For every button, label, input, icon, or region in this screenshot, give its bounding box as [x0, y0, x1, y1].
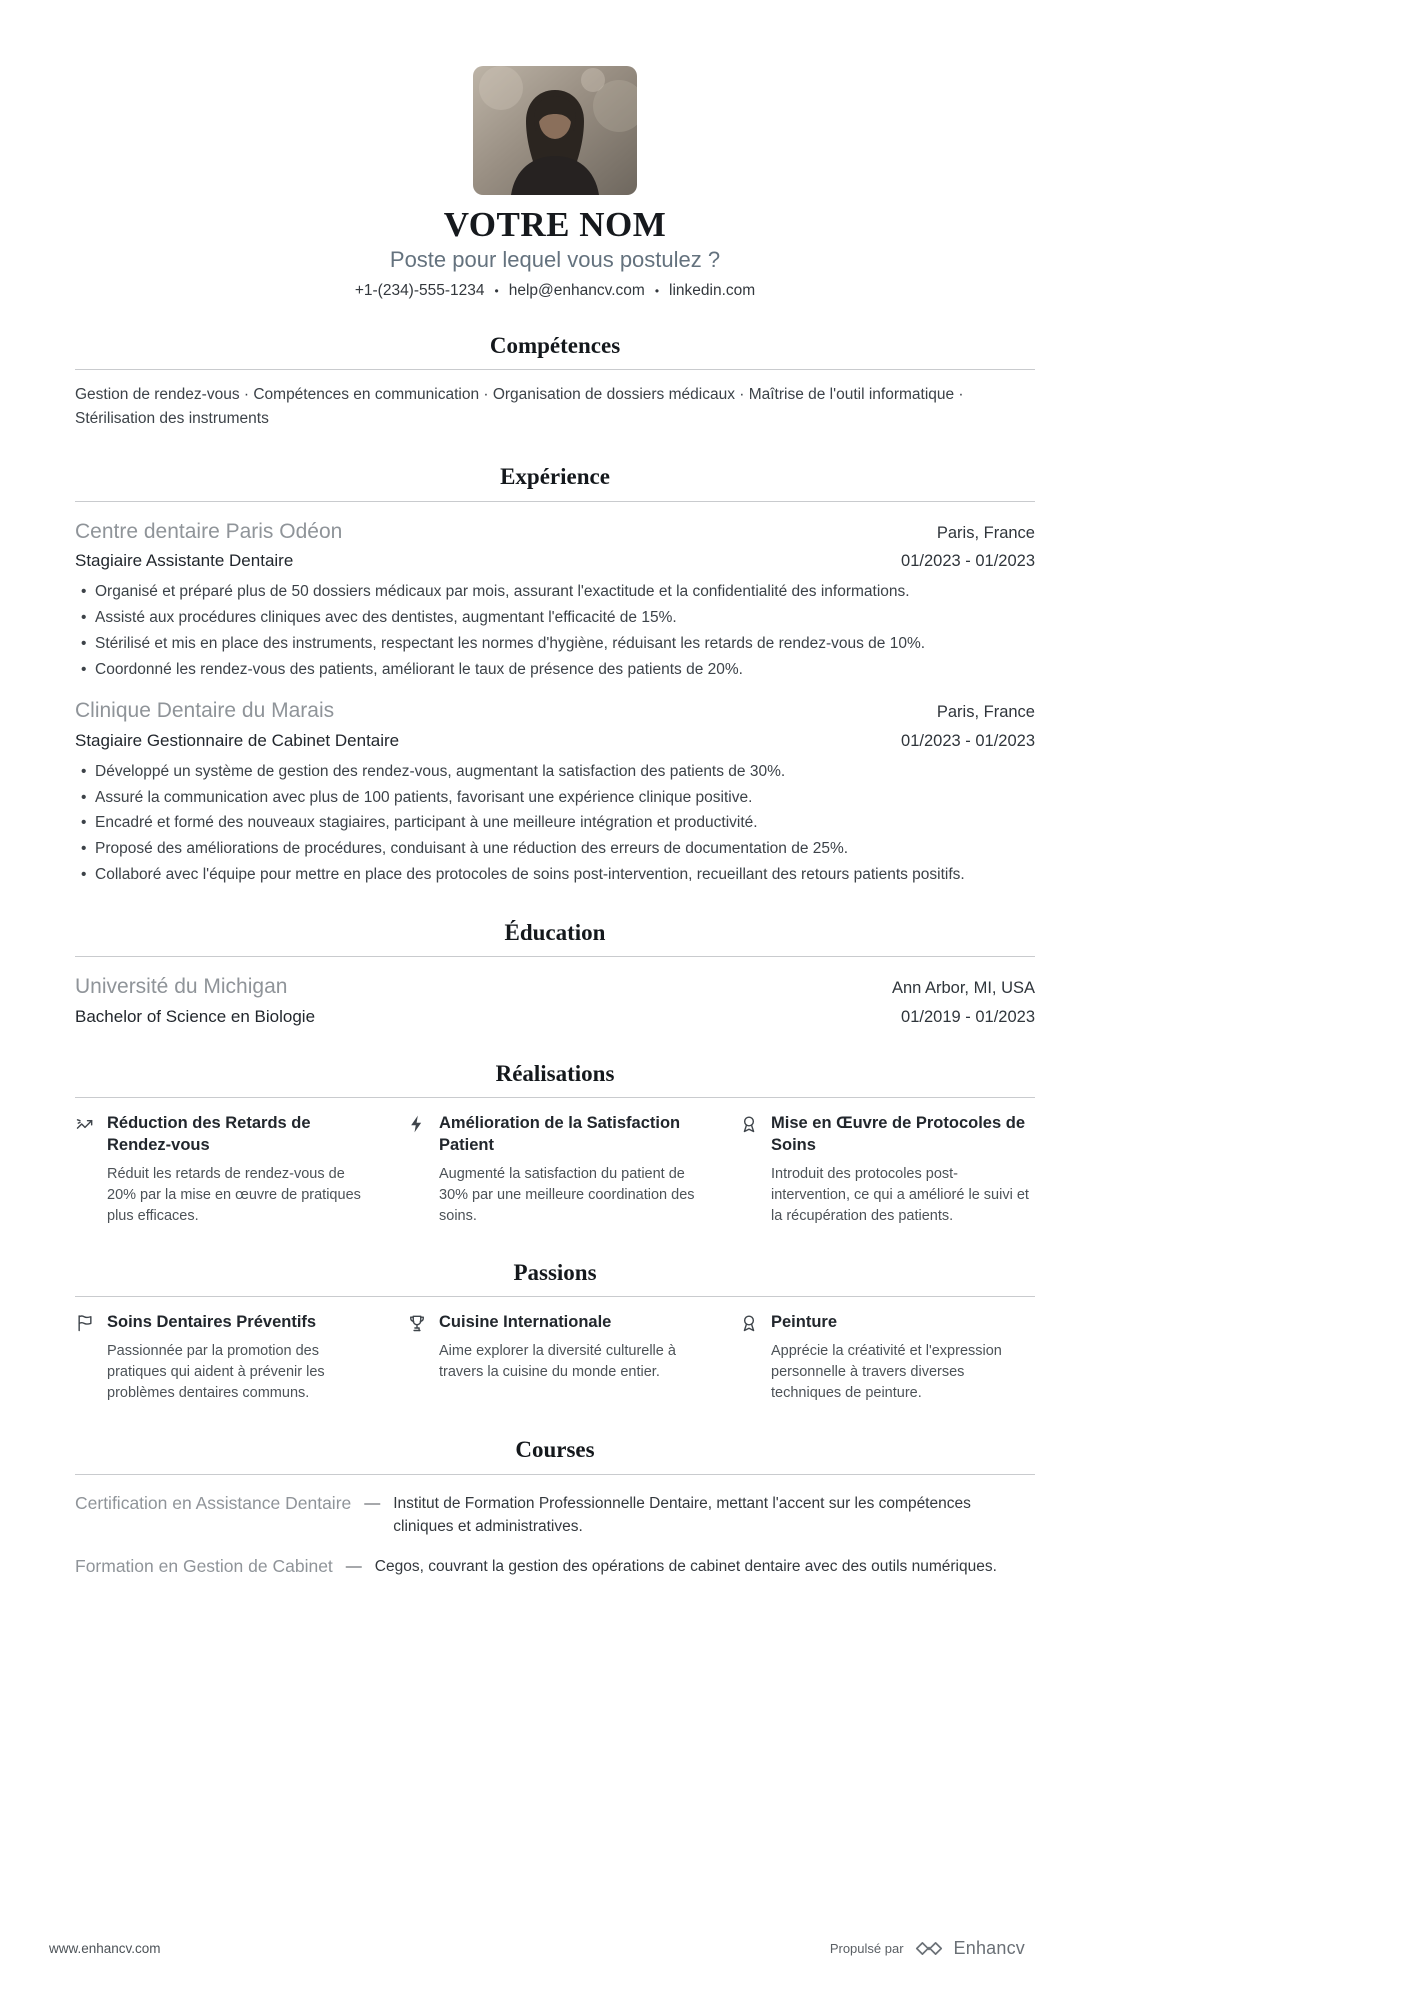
achievement-item	[407, 1113, 703, 1227]
course-separator: —	[345, 1558, 362, 1576]
passion-item	[739, 1312, 1035, 1404]
experience-entry	[75, 698, 1035, 886]
education-entry	[75, 974, 1035, 1027]
powered-by	[830, 1938, 1025, 1959]
passion-item	[75, 1312, 371, 1404]
section-divider	[75, 1296, 1035, 1297]
achievements-grid	[75, 1113, 1035, 1227]
section-competences	[75, 332, 1035, 432]
skills-text: Gestion de rendez-vous · Compétences en communication · Organisation de dossiers médicaux · Maîtrise de l'outil informatique · Stérilisation des instruments	[75, 386, 964, 428]
contact-separator: •	[654, 283, 660, 298]
course-description: Institut de Formation Professionnelle Dentaire, mettant l'accent sur les compétences cliniques et administratives.	[393, 1494, 971, 1536]
section-courses	[75, 1436, 1035, 1579]
flag-icon	[75, 1313, 95, 1333]
portrait-silhouette	[473, 66, 637, 195]
job-title-subtitle: Poste pour lequel vous postulez ?	[389, 246, 721, 272]
company-location: Paris, France	[936, 523, 1035, 542]
passion-title: Cuisine Internationale	[439, 1313, 612, 1332]
course-title: Certification en Assistance Dentaire	[75, 1492, 352, 1513]
experience-bullets	[75, 761, 1035, 887]
bullet-item: • Assisté aux procédures cliniques avec des dentistes, augmentant l'efficacité de 15%.	[95, 607, 1035, 630]
linkedin-link[interactable]: linkedin.com	[669, 281, 756, 299]
date-range: 01/2023 - 01/2023	[901, 552, 1035, 571]
footer-site-link[interactable]: www.enhancv.com	[49, 1941, 161, 1956]
bullet-item: • Organisé et préparé plus de 50 dossiers médicaux par mois, assurant l'exactitude et la confidentialité des informations.	[95, 581, 1035, 604]
course-item	[75, 1492, 1035, 1539]
achievement-description: Augmenté la satisfaction du patient de 30% par une meilleure coordination des soins.	[439, 1165, 695, 1224]
name-heading: VOTRE NOM	[443, 205, 667, 244]
passion-title: Peinture	[771, 1313, 838, 1332]
contact-separator: •	[494, 283, 499, 298]
achievement-item	[739, 1113, 1035, 1227]
date-range: 01/2019 - 01/2023	[901, 1007, 1035, 1026]
resume-page	[75, 0, 1035, 1579]
contact-line	[75, 282, 1035, 300]
section-passions	[75, 1259, 1035, 1404]
bullet-item: • Stérilisé et mis en place des instruments, respectant les normes d'hygiène, réduisant les retards de rendez-vous de 10%.	[95, 633, 1035, 656]
enhancv-logo-icon	[913, 1940, 945, 1957]
section-divider	[75, 369, 1035, 370]
achievement-title: Amélioration de la Satisfaction Patient	[439, 1114, 681, 1154]
date-range: 01/2023 - 01/2023	[901, 731, 1035, 750]
passion-description: Passionnée par la promotion des pratiques qui aident à prévenir les problèmes dentaires communs.	[107, 1343, 325, 1402]
section-divider	[75, 1474, 1035, 1475]
company-name: Centre dentaire Paris Odéon	[75, 519, 343, 543]
profile-photo	[473, 66, 637, 195]
page-footer	[49, 1938, 1025, 1959]
section-divider	[75, 956, 1035, 957]
job-title: Stagiaire Assistante Dentaire	[75, 551, 294, 571]
achievement-item	[75, 1113, 371, 1227]
lightning-icon	[407, 1114, 427, 1134]
bullet-item: • Encadré et formé des nouveaux stagiaires, participant à une meilleure intégration et productivité.	[95, 812, 1035, 835]
achievement-title: Réduction des Retards de Rendez-vous	[107, 1114, 311, 1154]
passion-title: Soins Dentaires Préventifs	[107, 1313, 317, 1332]
powered-by-label: Propulsé par	[829, 1941, 904, 1956]
medal-icon	[739, 1313, 759, 1333]
email-link[interactable]: help@enhancv.com	[508, 281, 645, 299]
bullet-item: • Proposé des améliorations de procédures, conduisant à une réduction des erreurs de documentation de 25%.	[95, 838, 1035, 861]
achievement-title: Mise en Œuvre de Protocoles de Soins	[771, 1114, 1025, 1154]
courses-heading: Courses	[515, 1437, 595, 1463]
course-item	[75, 1555, 1035, 1579]
company-name: Clinique Dentaire du Marais	[75, 699, 335, 723]
course-description: Cegos, couvrant la gestion des opérations de cabinet dentaire avec des outils numériques.	[374, 1558, 997, 1576]
experience-heading: Expérience	[500, 464, 610, 490]
achievement-description: Réduit les retards de rendez-vous de 20% par la mise en œuvre de pratiques plus efficaces.	[107, 1165, 361, 1224]
passion-description: Apprécie la créativité et l'expression personnelle à travers diverses techniques de peinture.	[771, 1343, 1002, 1402]
experience-entry	[75, 519, 1035, 681]
passion-item	[407, 1312, 703, 1404]
resume-header	[75, 66, 1035, 300]
enhancv-brand-name: Enhancv	[953, 1938, 1025, 1958]
degree-title: Bachelor of Science en Biologie	[75, 1006, 316, 1026]
section-education	[75, 919, 1035, 1028]
school-location: Ann Arbor, MI, USA	[891, 979, 1035, 998]
improvement-icon	[75, 1114, 95, 1134]
section-divider	[75, 1097, 1035, 1098]
passion-description: Aime explorer la diversité culturelle à travers la cuisine du monde entier.	[439, 1343, 676, 1381]
medal-icon	[739, 1114, 759, 1134]
section-divider	[75, 501, 1035, 502]
section-experience	[75, 463, 1035, 886]
section-realisations	[75, 1060, 1035, 1227]
education-heading: Éducation	[504, 919, 606, 945]
passions-grid	[75, 1312, 1035, 1404]
achievement-description: Introduit des protocoles post-intervention, ce qui a amélioré le suivi et la récupération des patients.	[771, 1165, 1029, 1224]
school-name: Université du Michigan	[75, 975, 288, 999]
experience-bullets	[75, 581, 1035, 681]
realisations-heading: Réalisations	[495, 1060, 615, 1086]
company-location: Paris, France	[936, 703, 1035, 722]
bullet-item: • Collaboré avec l'équipe pour mettre en place des protocoles de soins post-intervention, recueillant des retours patients positifs.	[95, 864, 1035, 887]
bullet-item: • Développé un système de gestion des rendez-vous, augmentant la satisfaction des patients de 30%.	[95, 761, 1035, 784]
passions-heading: Passions	[513, 1259, 597, 1285]
course-separator: —	[364, 1494, 381, 1512]
trophy-icon	[407, 1313, 427, 1333]
job-title: Stagiaire Gestionnaire de Cabinet Dentaire	[75, 730, 400, 750]
competences-heading: Compétences	[489, 332, 621, 358]
bullet-item: • Coordonné les rendez-vous des patients, améliorant le taux de présence des patients de 20%.	[95, 659, 1035, 682]
phone-number: +1-(234)-555-1234	[354, 281, 485, 299]
bullet-item: • Assuré la communication avec plus de 100 patients, favorisant une expérience clinique positive.	[95, 787, 1035, 810]
course-title: Formation en Gestion de Cabinet	[75, 1556, 333, 1577]
